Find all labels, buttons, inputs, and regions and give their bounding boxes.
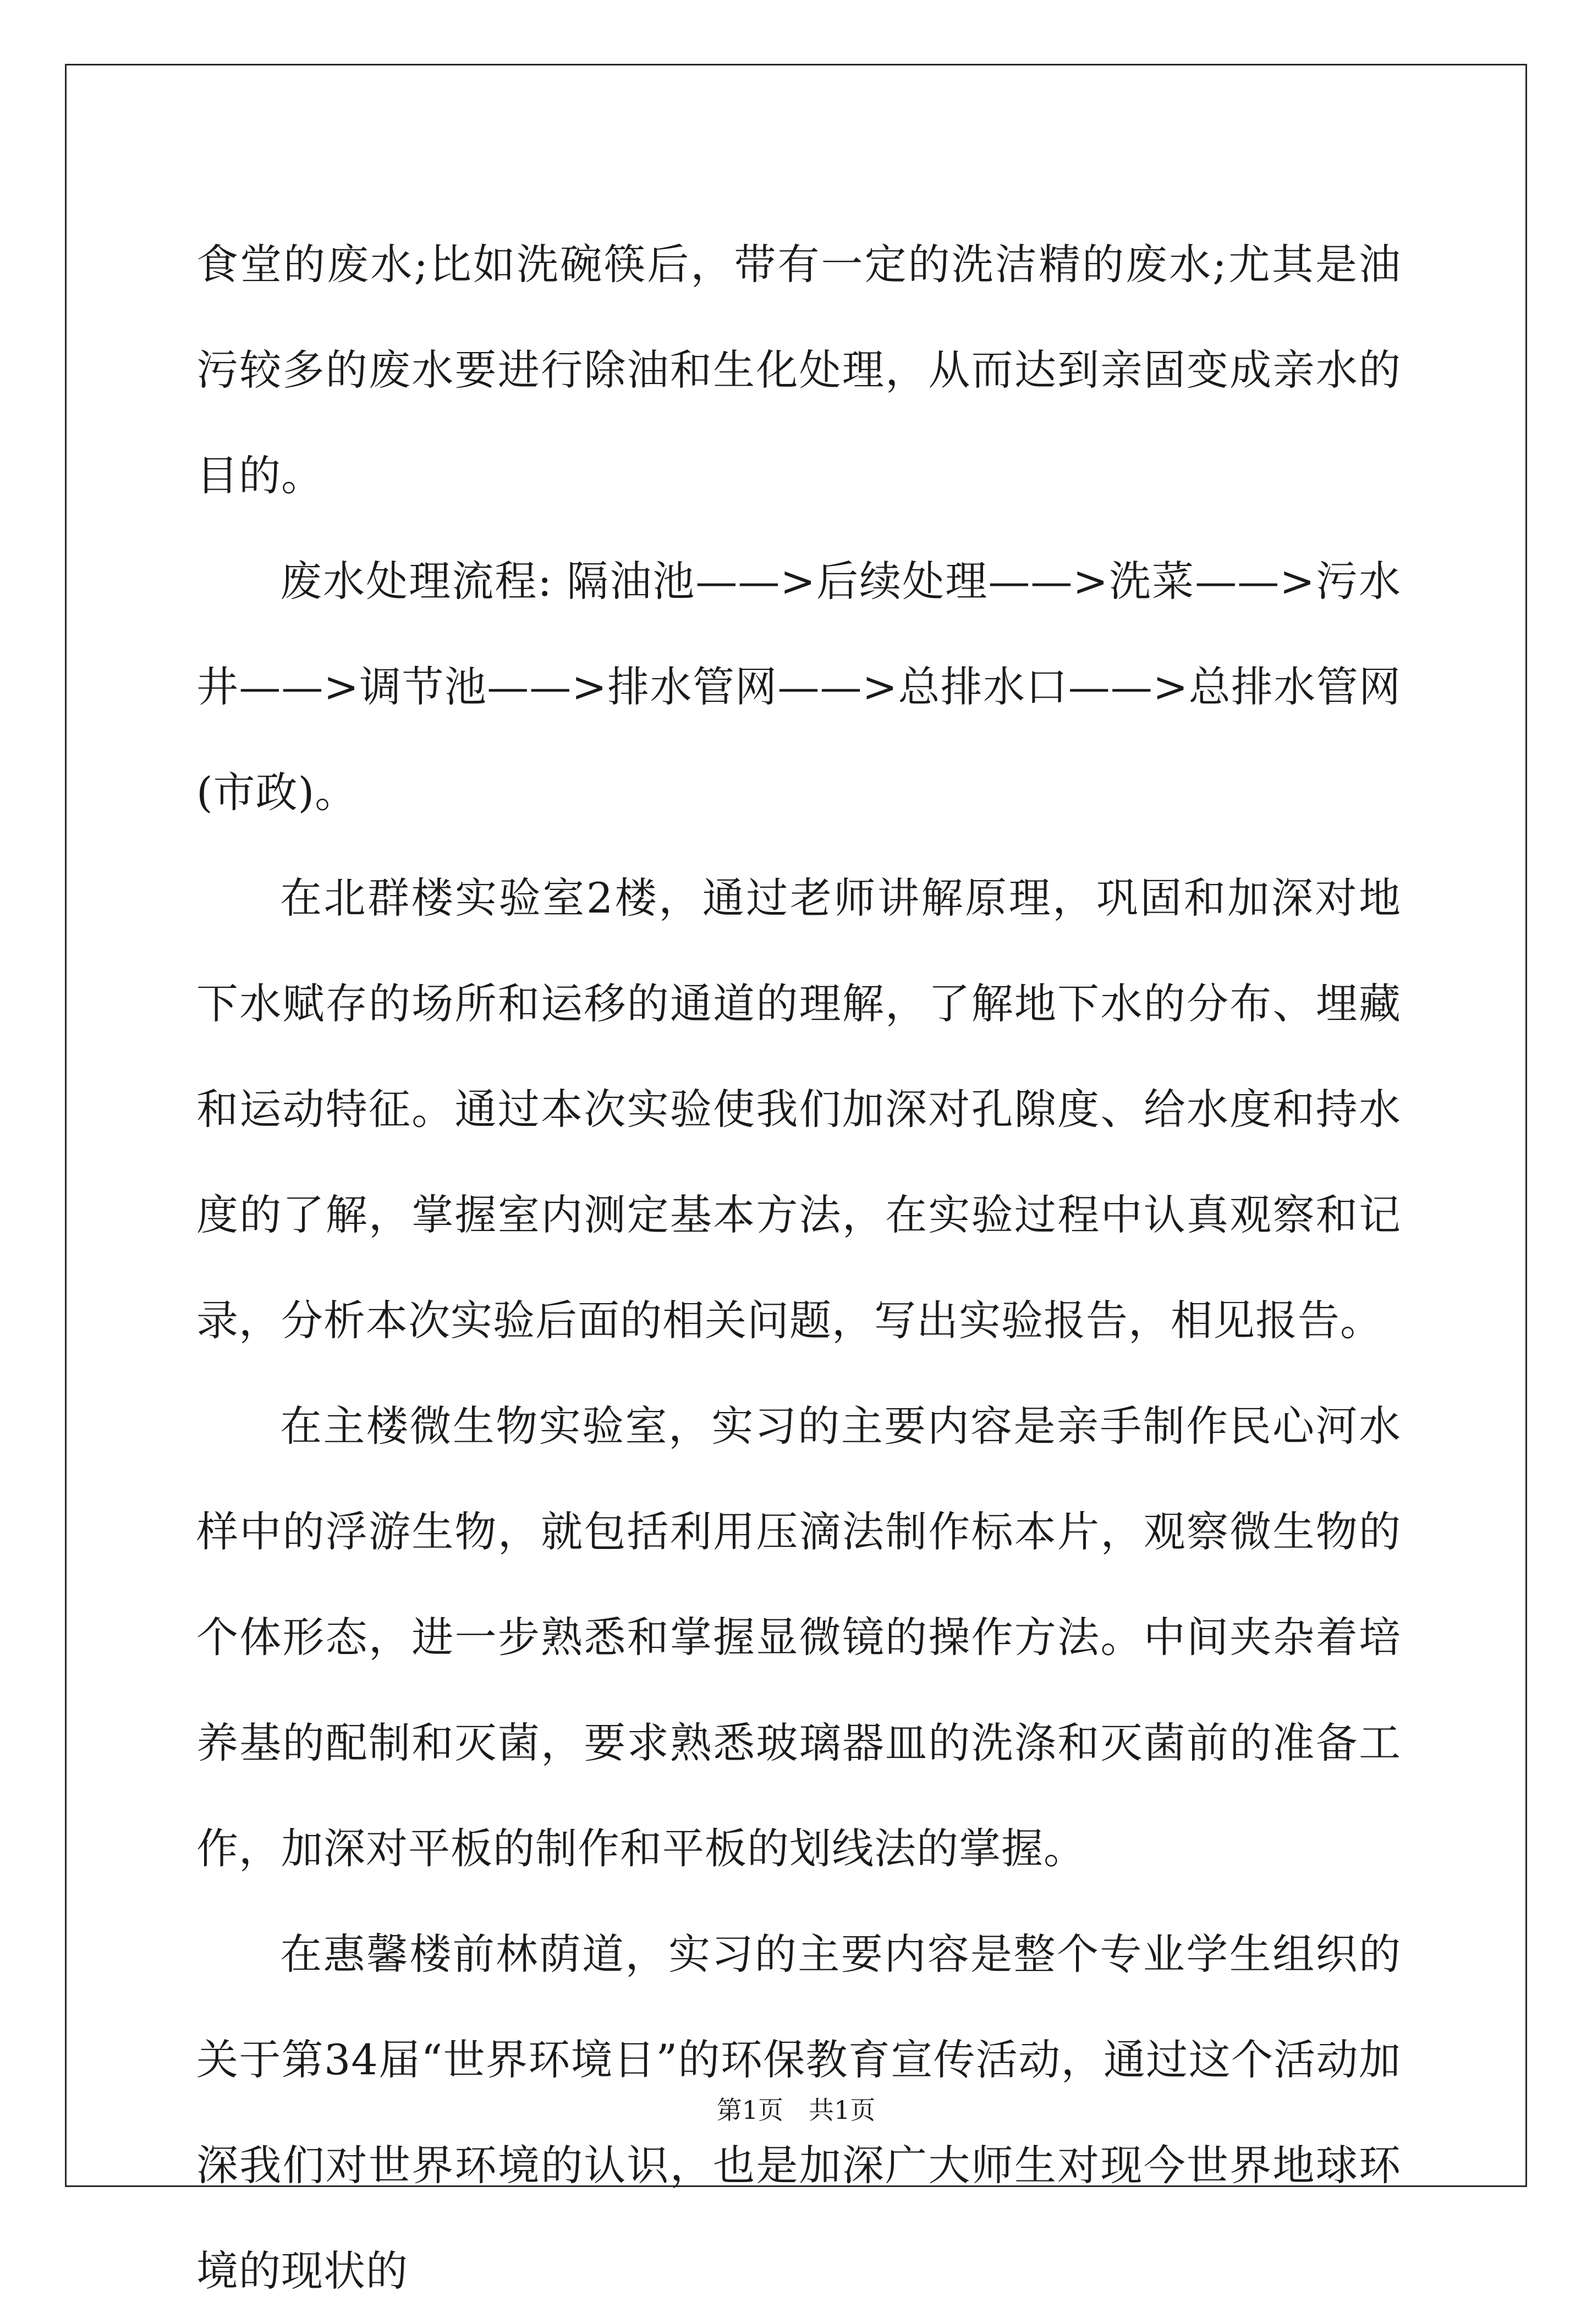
paragraph: 在主楼微生物实验室，实习的主要内容是亲手制作民心河水样中的浮游生物，就包括利用压滴法制作标本片，观察微生物的个体形态，进一步熟悉和掌握显微镜的操作方法。中间夹杂着培养基的配制和灭菌，要求熟悉玻璃器皿的洗涤和灭菌前的准备工作，加深对平板的制作和平板的划线法的掌握。 <box>196 1402 1401 1873</box>
paragraph: 在北群楼实验室2楼，通过老师讲解原理，巩固和加深对地下水赋存的场所和运移的通道的理解，了解地下水的分布、埋藏和运动特征。通过本次实验使我们加深对孔隙度、给水度和持水度的了解，掌握室内测定基本方法，在实验过程中认真观察和记录，分析本次实验后面的相关问题，写出实验报告，相见报告。 <box>196 873 1401 1345</box>
paragraph: 在惠馨楼前林荫道，实习的主要内容是整个专业学生组织的关于第34届“世界环境日”的环保教育宣传活动，通过这个活动加深我们对世界环境的认识，也是加深广大师生对现今世界地球环境的现状的 <box>196 1930 1401 2295</box>
paragraph: 废水处理流程: 隔油池——>后续处理——>洗菜——>污水井——>调节池——>排水管网——>总排水口——>总排水管网(市政)。 <box>196 557 1401 817</box>
page-number: 第1页 <box>716 2095 783 2125</box>
page-footer <box>0 2090 1592 2127</box>
document-body <box>196 212 1401 2324</box>
paragraph: 食堂的废水;比如洗碗筷后，带有一定的洗洁精的废水;尤其是油污较多的废水要进行除油和生化处理，从而达到亲固变成亲水的目的。 <box>196 240 1401 500</box>
page-total: 共1页 <box>809 2095 876 2125</box>
